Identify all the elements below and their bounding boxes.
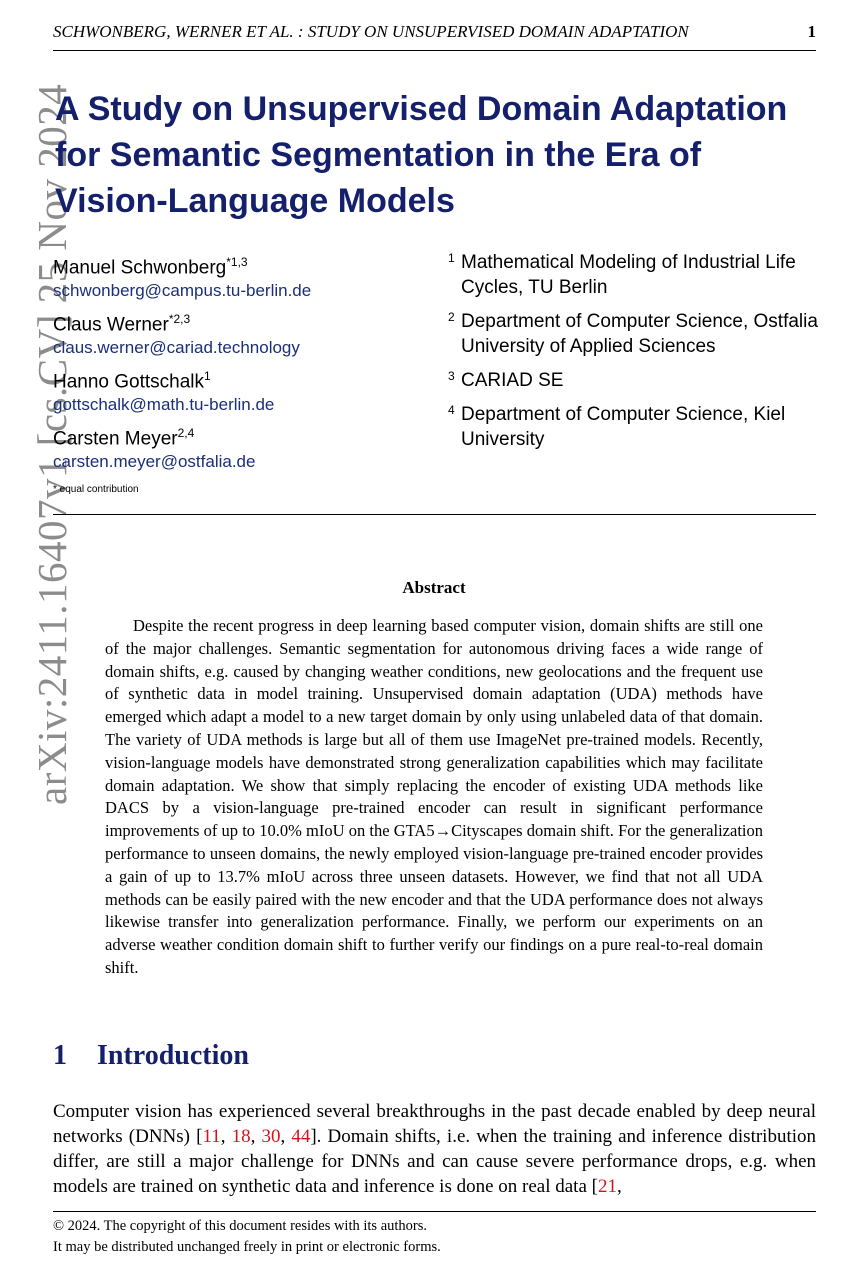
- section-number: 1: [53, 1040, 67, 1071]
- body-text: Computer vision has experienced several breakthroughs in the past decade enabled by deep neural networks (DNNs) [: [53, 1101, 816, 1147]
- abstract-text: Despite the recent progress in deep learning based computer vision, domain shifts are still one of the major challenges. Semantic segmentation for autonomous driving faces a wide range of domain shifts, e.g. caused by changing weather conditions, new geolocations and the frequent use of synthetic data in model training. Unsupervised domain adaptation (UDA) methods have emerged which adapt a model to a new target domain by only using unlabeled data of that domain. The variety of UDA methods is large but all of them use ImageNet pre-trained models. Recently, vision-language models have demonstrated strong generalization capabilities which may facilitate domain adaptation. We show that simply replacing the encoder of existing UDA methods like DACS by a vision-language pre-trained encoder can result in significant performance improvements of up to 10.0% mIoU on the GTA5→Cityscapes domain shift. For the generalization performance to unseen domains, the newly employed vision-language pre-trained encoder provides a gain of up to 13.7% mIoU across three unseen datasets. However, we find that not all UDA methods can be easily paired with the new encoder and that the UDA performance does not always likewise transfer into generalization performance. Finally, we perform our experiments on an adverse weather condition domain shift to further verify our findings on a pure real-to-real domain shift.: [105, 616, 763, 977]
- affiliation-entry: [448, 309, 843, 359]
- affiliation-number: 3: [448, 369, 455, 383]
- page-number: 1: [807, 22, 816, 41]
- copyright-line: It may be distributed unchanged freely in print or electronic forms.: [53, 1239, 441, 1255]
- citation-link[interactable]: 30: [261, 1126, 281, 1147]
- affiliation-text: Mathematical Modeling of Industrial Life Cycles, TU Berlin: [461, 252, 796, 298]
- footer-divider: [53, 1211, 816, 1212]
- copyright-notice: [53, 1216, 441, 1258]
- affiliation-list: [448, 250, 843, 461]
- body-text: ,: [250, 1126, 262, 1147]
- author-affil-marker: *2,3: [168, 312, 191, 326]
- paper-title: A Study on Unsupervised Domain Adaptation for Semantic Segmentation in the Era of Vision-Language Models: [55, 90, 788, 220]
- abstract-heading: Abstract: [402, 578, 466, 597]
- section-heading-introduction: [53, 1040, 249, 1072]
- affiliation-entry: [448, 250, 843, 300]
- citation-link[interactable]: 21: [597, 1176, 617, 1197]
- affiliation-entry: [448, 368, 843, 393]
- section-title: Introduction: [97, 1040, 249, 1071]
- author-entry: [53, 421, 433, 478]
- author-entry: [53, 307, 433, 364]
- citation-link[interactable]: 11: [202, 1126, 221, 1147]
- introduction-paragraph: [53, 1099, 816, 1199]
- author-affil-marker: 1: [204, 369, 211, 383]
- affiliation-number: 4: [448, 403, 455, 417]
- body-text: ,: [280, 1126, 292, 1147]
- running-head: [53, 22, 816, 46]
- citation-link[interactable]: 18: [231, 1126, 251, 1147]
- author-name: Carsten Meyer: [53, 428, 178, 450]
- author-email-link[interactable]: gottschalk@math.tu-berlin.de: [53, 395, 275, 415]
- affiliation-number: 2: [448, 310, 455, 324]
- body-text: ,: [616, 1176, 622, 1197]
- affiliation-text: CARIAD SE: [461, 370, 564, 391]
- copyright-line: © 2024. The copyright of this document resides with its authors.: [53, 1218, 428, 1234]
- affiliation-text: Department of Computer Science, Kiel University: [461, 404, 786, 450]
- affiliation-entry: [448, 402, 843, 452]
- author-affil-marker: 2,4: [177, 426, 195, 440]
- author-email-link[interactable]: carsten.meyer@ostfalia.de: [53, 452, 256, 472]
- author-affil-marker: *1,3: [226, 255, 248, 269]
- body-text: ]. Domain shifts, i.e. when the training and inference distribution differ, are still a major challenge for DNNs and can cause severe performance drops, e.g. when models are trained on synthetic data and inference is done on real data [: [53, 1126, 817, 1197]
- affiliation-number: 1: [448, 251, 455, 265]
- arxiv-watermark: arXiv:2411.16407v1 [cs.CV] 25 Nov 2024: [29, 83, 75, 805]
- running-head-text: SCHWONBERG, WERNER ET AL. : STUDY ON UNSUPERVISED DOMAIN ADAPTATION: [53, 22, 689, 41]
- author-entry: [53, 250, 433, 307]
- author-email-link[interactable]: claus.werner@cariad.technology: [53, 338, 300, 358]
- affiliation-text: Department of Computer Science, Ostfalia University of Applied Sciences: [461, 311, 818, 357]
- author-entry: [53, 364, 433, 421]
- body-text: ,: [220, 1126, 232, 1147]
- author-name: Manuel Schwonberg: [53, 257, 227, 279]
- header-divider: [53, 50, 816, 51]
- equal-contribution-footnote: * equal contribution: [53, 484, 139, 495]
- author-email-link[interactable]: schwonberg@campus.tu-berlin.de: [53, 281, 312, 301]
- author-list: [53, 250, 433, 478]
- affiliation-divider: [53, 514, 816, 515]
- author-name: Claus Werner: [53, 314, 169, 336]
- citation-link[interactable]: 44: [291, 1126, 311, 1147]
- author-name: Hanno Gottschalk: [53, 371, 205, 393]
